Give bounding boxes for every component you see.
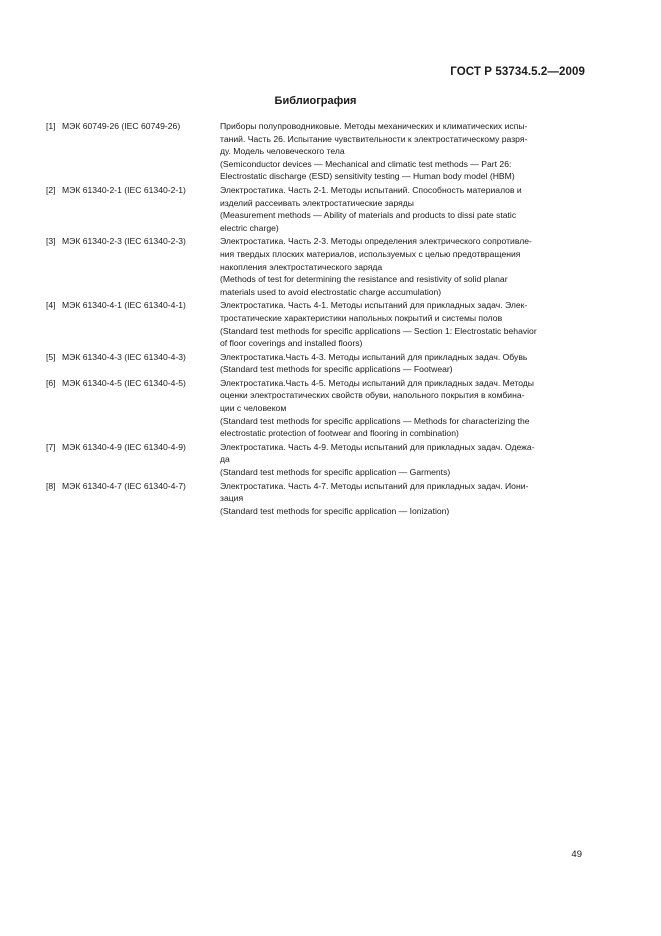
bibliography-entry	[46, 480, 584, 518]
entry-description-line: electrostatic protection of footwear and flooring in combination)	[220, 428, 459, 439]
entry-description-line: (Standard test methods for specific application — Garments)	[220, 467, 451, 478]
entry-number: [8]	[46, 480, 56, 491]
entry-description-line: накопления электростатического заряда	[220, 261, 383, 272]
entry-description-line: таний. Часть 26. Испытание чувствительности к электростатическому разря-	[220, 133, 528, 144]
bibliography-entry	[46, 184, 584, 234]
bibliography-entry	[46, 299, 584, 349]
entry-number: [7]	[46, 441, 56, 452]
entry-description-line: of floor coverings and installed floors)	[220, 338, 363, 349]
entry-description-line: (Standard test methods for specific applications — Footwear)	[220, 364, 453, 375]
entry-description	[220, 120, 584, 183]
entry-description-line: (Standard test methods for specific application — Ionization)	[220, 505, 450, 516]
bibliography-list	[46, 120, 584, 518]
entry-description-line: тростатические характеристики напольных покрытий и системы полов	[220, 312, 503, 323]
entry-description-line: Электростатика. Часть 2-1. Методы испытаний. Способность материалов и	[220, 184, 522, 195]
entry-number: [6]	[46, 377, 56, 388]
entry-standard-code: МЭК 61340-4-3 (IEC 61340-4-3)	[62, 351, 186, 362]
bibliography-entry	[46, 441, 584, 479]
entry-description-line: ду. Модель человеческого тела	[220, 146, 345, 157]
entry-description-line: (Standard test methods for specific applications — Section 1: Electrostatic behavior	[220, 325, 537, 336]
entry-description-line: (Standard test methods for specific applications — Methods for characterizing the	[220, 415, 530, 426]
entry-standard-code: МЭК 61340-4-7 (IEC 61340-4-7)	[62, 480, 186, 491]
entry-description	[220, 377, 584, 440]
entry-standard-code: МЭК 61340-2-1 (IEC 61340-2-1)	[62, 184, 186, 195]
entry-description-line: Электростатика. Часть 4-1. Методы испытаний для прикладных задач. Элек-	[220, 300, 528, 311]
entry-description-line: Электростатика. Часть 4-9. Методы испытаний для прикладных задач. Одежа-	[220, 441, 535, 452]
entry-description-line: Электростатика.Часть 4-5. Методы испытаний для прикладных задач. Методы	[220, 377, 534, 388]
entry-description-line: да	[220, 454, 230, 465]
entry-description-line: (Semiconductor devices — Mechanical and climatic test methods — Part 26:	[220, 158, 512, 169]
entry-number: [1]	[46, 121, 56, 131]
entry-description	[220, 351, 584, 376]
entry-description-line: ции с человеком	[220, 403, 287, 414]
entry-standard-code: МЭК 61340-4-1 (IEC 61340-4-1)	[62, 300, 186, 311]
entry-description-line: (Measurement methods — Ability of materials and products to dissi pate static	[220, 210, 517, 221]
entry-description-line: Электростатика. Часть 4-7. Методы испытаний для прикладных задач. Иони-	[220, 480, 529, 491]
entry-standard-code: МЭК 61340-2-3 (IEC 61340-2-3)	[62, 236, 186, 247]
entry-description-line: Электростатика.Часть 4-3. Методы испытаний для прикладных задач. Обувь	[220, 351, 528, 362]
section-title-text: Библиография	[274, 95, 357, 107]
entry-description	[220, 441, 584, 479]
entry-description-line: изделий рассеивать электростатические заряды	[220, 197, 414, 208]
bibliography-entry	[46, 120, 584, 183]
entry-description	[220, 299, 584, 349]
entry-description-line: materials used to avoid electrostatic charge accumulation)	[220, 286, 442, 297]
entry-number: [3]	[46, 236, 56, 247]
entry-number: [5]	[46, 351, 56, 362]
bibliography-entry	[46, 351, 584, 376]
page-number: 49	[571, 849, 582, 860]
entry-description-line: Электростатика. Часть 2-3. Методы определения электрического сопротивле-	[220, 236, 532, 247]
entry-description-line: оценки электростатических свойств обуви, напольного покрытия в комбина-	[220, 390, 525, 401]
entry-number: [4]	[46, 300, 56, 311]
entry-description	[220, 480, 584, 518]
entry-description-line: Electrostatic discharge (ESD) sensitivity testing — Human body model (HBM)	[220, 171, 515, 182]
entry-description-line: Приборы полупроводниковые. Методы механических и климатических испы-	[220, 121, 528, 131]
bibliography-entry	[46, 377, 584, 440]
bibliography-entry	[46, 235, 584, 298]
entry-description	[220, 235, 584, 298]
entry-standard-code: МЭК 61340-4-5 (IEC 61340-4-5)	[62, 377, 186, 388]
entry-description-line: (Methods of test for determining the resistance and resistivity of solid planar	[220, 274, 508, 285]
entry-description-line: ния твердых плоских материалов, используемых с целью предотвращения	[220, 248, 521, 259]
entry-description-line: electric charge)	[220, 222, 279, 233]
entry-number: [2]	[46, 184, 56, 195]
entry-standard-code: МЭК 61340-4-9 (IEC 61340-4-9)	[62, 441, 186, 452]
entry-standard-code: МЭК 60749-26 (IEC 60749-26)	[62, 121, 181, 131]
entry-description-line: зация	[220, 493, 244, 504]
section-title	[0, 95, 661, 107]
document-header: ГОСТ Р 53734.5.2—2009	[450, 66, 585, 78]
entry-description	[220, 184, 584, 234]
